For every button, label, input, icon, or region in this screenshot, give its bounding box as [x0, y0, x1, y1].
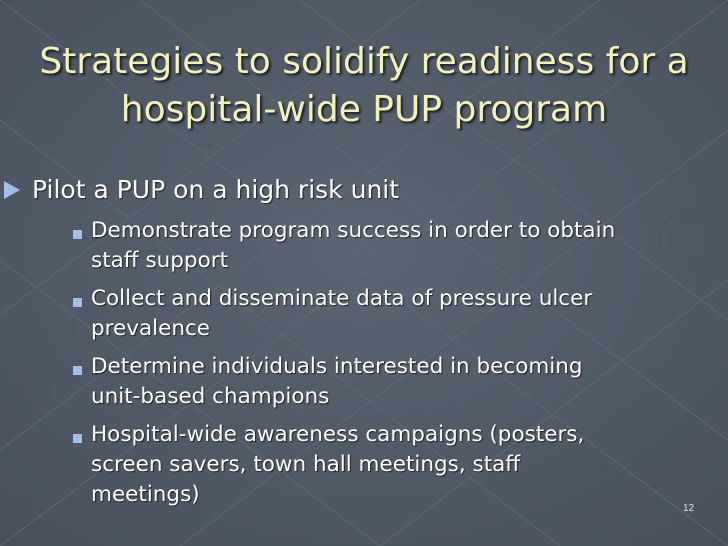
triangle-right-icon — [4, 181, 20, 199]
subbullet-text — [91, 284, 711, 344]
subbullet-line: unit-based champions — [91, 384, 330, 409]
subbullet-line: Determine individuals interested in becoming — [91, 354, 583, 379]
subbullet-line: meetings) — [91, 482, 200, 507]
square-bullet-icon — [73, 298, 82, 307]
square-bullet-icon — [73, 230, 82, 239]
square-bullet-icon — [73, 434, 82, 443]
subbullet-text — [91, 216, 711, 276]
subbullet-line: prevalence — [91, 316, 211, 341]
subbullet-line: screen savers, town hall meetings, staff — [91, 452, 521, 477]
page-number: 12 — [683, 503, 695, 514]
subbullet-text — [91, 420, 711, 510]
slide-title-line-1: Strategies to solidify readiness for a — [39, 41, 689, 82]
subbullet-text — [91, 352, 711, 412]
slide-title-line-2: hospital-wide PUP program — [120, 89, 608, 130]
subbullet-line: Hospital-wide awareness campaigns (posters, — [91, 422, 585, 447]
square-bullet-icon — [73, 366, 82, 375]
subbullet-line: Collect and disseminate data of pressure ulcer — [91, 286, 593, 311]
subbullet-line: staff support — [91, 248, 228, 273]
level1-bullet-text: Pilot a PUP on a high risk unit — [32, 175, 400, 204]
slide-title — [10, 38, 718, 134]
subbullet-line: Demonstrate program success in order to obtain — [91, 218, 616, 243]
